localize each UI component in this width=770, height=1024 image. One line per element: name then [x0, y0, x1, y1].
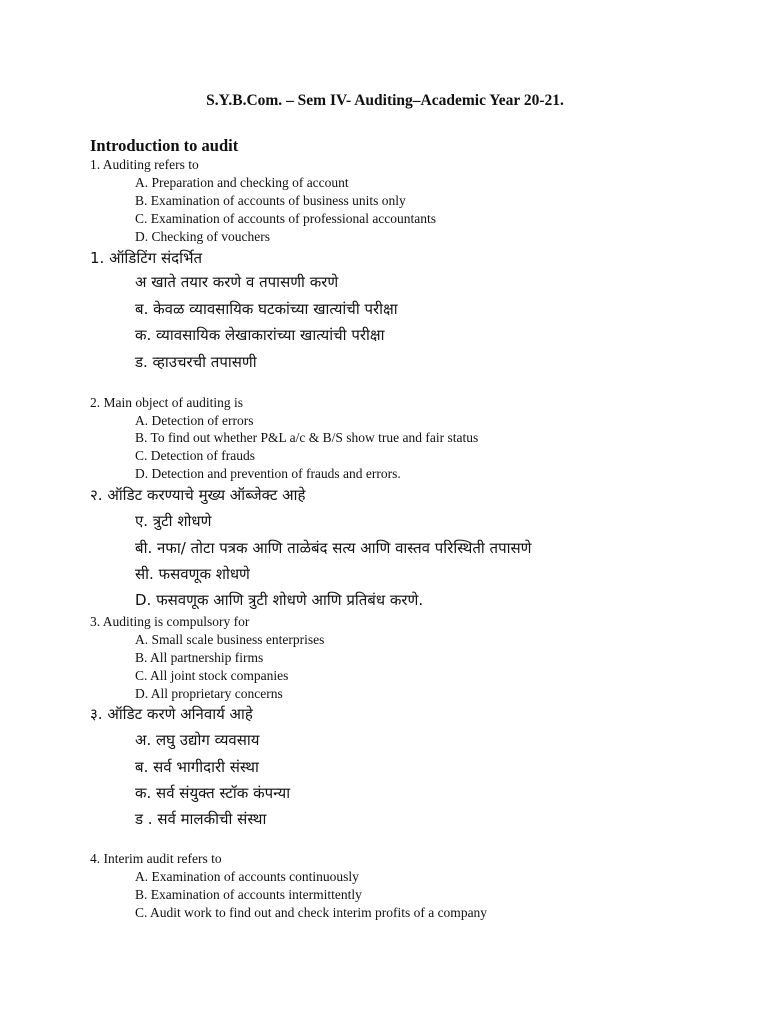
question-1-marathi-option-d: ड. व्हाउचरची तपासणी	[135, 353, 257, 371]
question-1-option-a: A. Preparation and checking of account	[135, 175, 349, 190]
question-2-option-b: B. To find out whether P&L a/c & B/S show true and fair status	[135, 430, 479, 445]
question-4-option-b: B. Examination of accounts intermittently	[135, 887, 362, 902]
question-3-marathi-option-a: अ. लघु उद्योग व्यवसाय	[135, 731, 260, 749]
question-3-marathi: ३. ऑडिट करणे अनिवार्य आहे	[90, 705, 253, 723]
question-3-marathi-option-d: ड . सर्व मालकीची संस्था	[135, 810, 267, 828]
section-heading: Introduction to audit	[90, 136, 239, 155]
question-1-option-c: C. Examination of accounts of professional accountants	[135, 211, 437, 226]
question-3-option-b: B. All partnership firms	[135, 650, 264, 665]
question-3: 3. Auditing is compulsory for	[90, 614, 250, 629]
question-3-marathi-option-b: ब. सर्व भागीदारी संस्था	[135, 758, 259, 776]
question-2-option-a: A. Detection of errors	[135, 413, 254, 428]
question-1: 1. Auditing refers to	[90, 157, 199, 172]
question-4-option-c: C. Audit work to find out and check interim profits of a company	[135, 905, 488, 920]
question-2-option-c: C. Detection of frauds	[135, 448, 255, 463]
question-1-marathi: 1. ऑडिटिंग संदर्भित	[90, 249, 203, 267]
question-3-option-c: C. All joint stock companies	[135, 668, 289, 683]
question-2-marathi-option-d: D. फसवणूक आणि त्रुटी शोधणे आणि प्रतिबंध करणे.	[135, 591, 424, 609]
question-2-marathi: २. ऑडिट करण्याचे मुख्य ऑब्जेक्ट आहे	[90, 486, 306, 504]
question-2-option-d: D. Detection and prevention of frauds and errors.	[135, 466, 401, 481]
question-1-option-b: B. Examination of accounts of business units only	[135, 193, 406, 208]
question-3-option-d: D. All proprietary concerns	[135, 686, 283, 701]
question-3-option-a: A. Small scale business enterprises	[135, 632, 325, 647]
question-2-marathi-option-b: बी. नफा/ तोटा पत्रक आणि ताळेबंद सत्य आणि वास्तव परिस्थिती तपासणे	[135, 539, 532, 557]
page-title: S.Y.B.Com. – Sem IV- Auditing–Academic Year 20-21.	[206, 92, 564, 109]
question-1-marathi-option-a: अ खाते तयार करणे व तपासणी करणे	[135, 273, 339, 291]
question-3-marathi-option-c: क. सर्व संयुक्त स्टॉक कंपन्या	[135, 784, 291, 802]
question-1-marathi-option-b: ब. केवळ व्यावसायिक घटकांच्या खात्यांची परीक्षा	[135, 300, 398, 318]
question-1-marathi-option-c: क. व्यावसायिक लेखाकारांच्या खात्यांची परीक्षा	[135, 326, 385, 344]
question-2-marathi-option-a: ए. त्रुटी शोधणे	[135, 512, 212, 530]
question-2: 2. Main object of auditing is	[90, 395, 243, 410]
question-4-option-a: A. Examination of accounts continuously	[135, 869, 359, 884]
question-4: 4. Interim audit refers to	[90, 851, 222, 866]
question-2-marathi-option-c: सी. फसवणूक शोधणे	[135, 565, 250, 583]
question-1-option-d: D. Checking of vouchers	[135, 229, 270, 244]
